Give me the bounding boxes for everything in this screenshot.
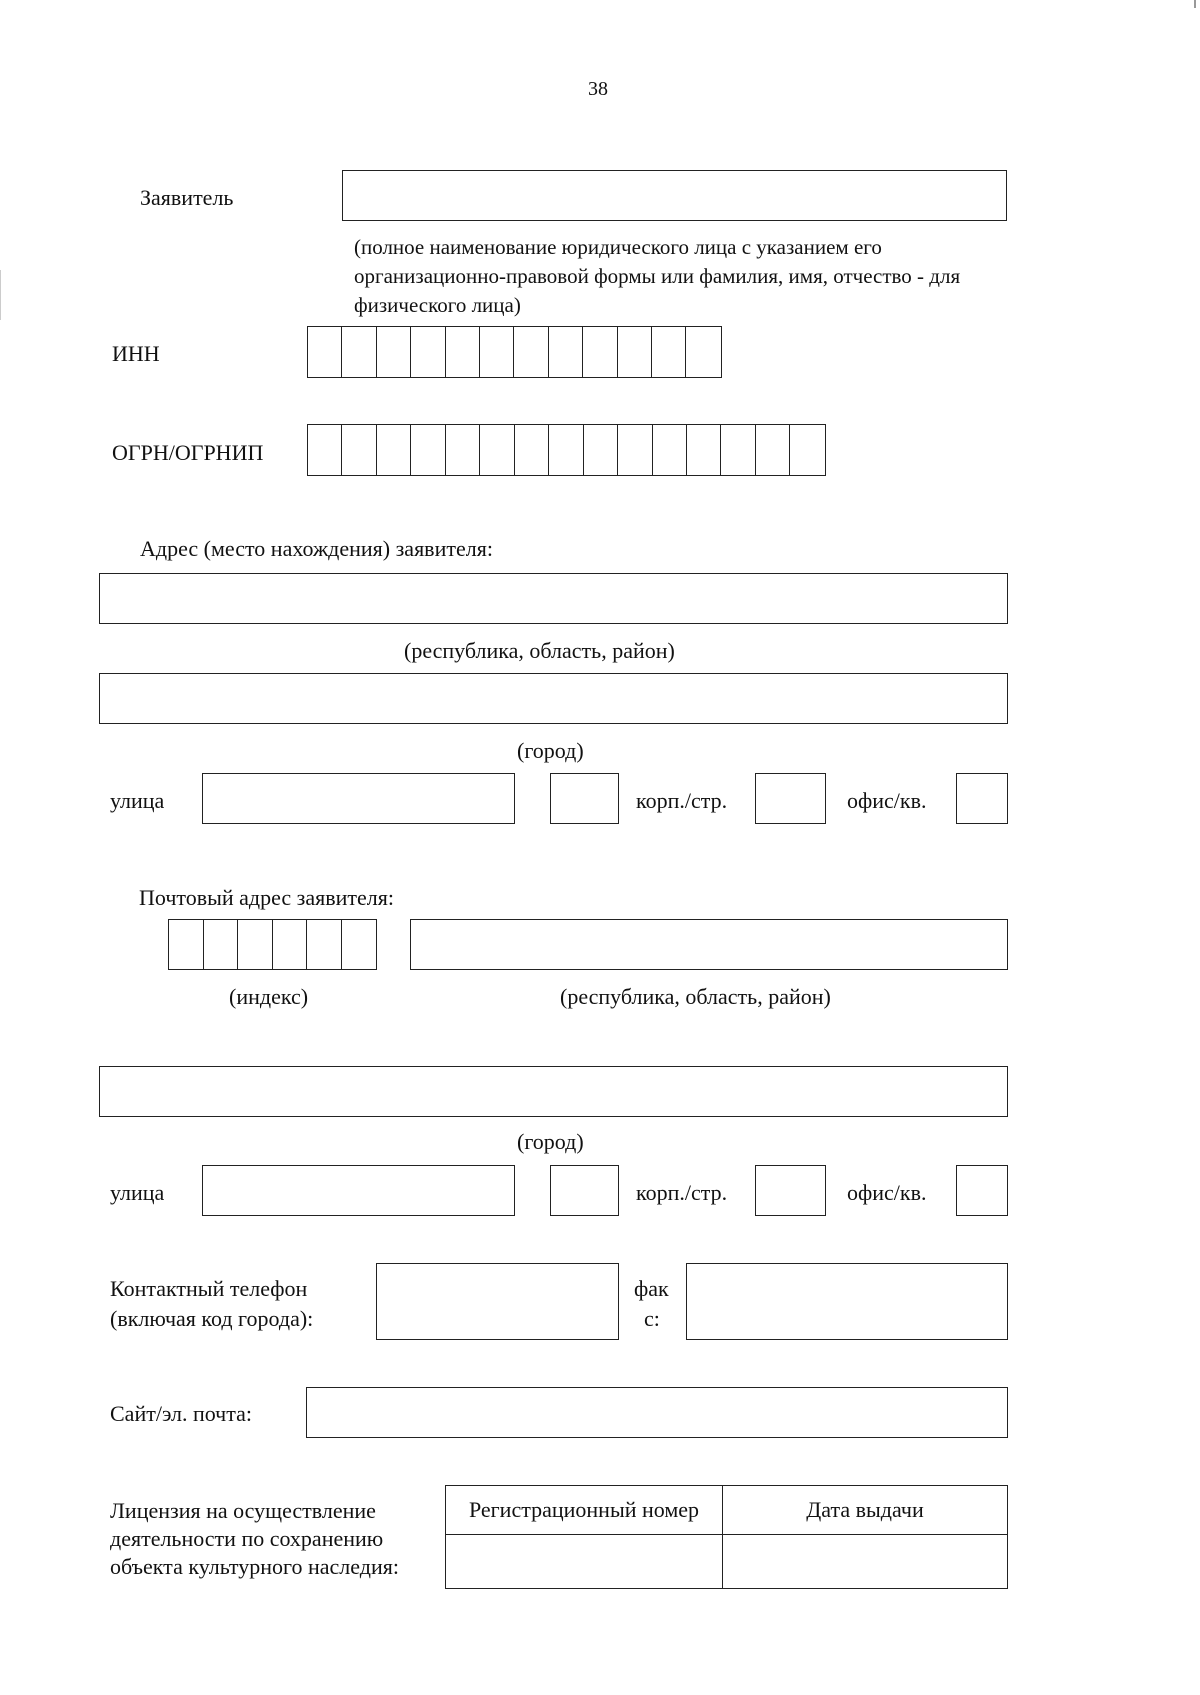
address-title: Адрес (место нахождения) заявителя: <box>140 536 493 561</box>
address-street-label: улица <box>110 788 165 813</box>
license-reg-number-field[interactable] <box>446 1535 723 1589</box>
postal-index-field[interactable] <box>168 919 377 970</box>
scan-edge-mark-top <box>1194 0 1196 8</box>
inn-cell[interactable] <box>618 327 652 377</box>
website-field[interactable] <box>306 1387 1008 1438</box>
postal-region-hint: (республика, область, район) <box>560 984 831 1009</box>
ogrn-cell[interactable] <box>687 425 721 475</box>
applicant-name-field[interactable] <box>342 170 1007 221</box>
ogrn-cell[interactable] <box>515 425 549 475</box>
address-region-field[interactable] <box>99 573 1008 624</box>
ogrn-cell[interactable] <box>411 425 445 475</box>
license-label-line1: Лицензия на осуществление <box>110 1498 376 1523</box>
license-label-line2: деятельности по сохранению <box>110 1526 384 1551</box>
postal-city-field[interactable] <box>99 1066 1008 1117</box>
address-street-field[interactable] <box>202 773 515 824</box>
phone-label-line2: (включая код города): <box>110 1306 314 1331</box>
address-city-hint: (город) <box>517 738 584 763</box>
address-house-field[interactable] <box>550 773 619 824</box>
postal-index-cell[interactable] <box>169 920 204 969</box>
license-issue-date-field[interactable] <box>723 1535 1008 1589</box>
inn-cell[interactable] <box>652 327 686 377</box>
fax-field[interactable] <box>686 1263 1008 1340</box>
fax-label-line1: фак <box>634 1276 669 1301</box>
inn-cell[interactable] <box>480 327 514 377</box>
postal-index-cell[interactable] <box>273 920 308 969</box>
inn-cell[interactable] <box>514 327 548 377</box>
postal-index-cell[interactable] <box>238 920 273 969</box>
ogrn-cell[interactable] <box>342 425 376 475</box>
license-issue-date-header: Дата выдачи <box>723 1486 1008 1535</box>
inn-cell[interactable] <box>446 327 480 377</box>
ogrn-cell[interactable] <box>549 425 583 475</box>
inn-cell[interactable] <box>342 327 376 377</box>
ogrn-cell[interactable] <box>584 425 618 475</box>
postal-index-cell[interactable] <box>307 920 342 969</box>
inn-cell[interactable] <box>411 327 445 377</box>
postal-region-field[interactable] <box>410 919 1008 970</box>
license-reg-number-header: Регистрационный номер <box>446 1486 723 1535</box>
postal-index-cell[interactable] <box>342 920 377 969</box>
inn-label: ИНН <box>112 341 160 366</box>
license-table <box>445 1485 1008 1589</box>
postal-office-label: офис/кв. <box>847 1180 927 1205</box>
postal-building-label: корп./стр. <box>636 1180 728 1205</box>
ogrn-cell[interactable] <box>446 425 480 475</box>
ogrn-cell[interactable] <box>790 425 824 475</box>
inn-cell[interactable] <box>583 327 617 377</box>
ogrn-label: ОГРН/ОГРНИП <box>112 440 264 465</box>
address-region-hint: (республика, область, район) <box>404 638 675 663</box>
postal-street-label: улица <box>110 1180 165 1205</box>
page-number: 38 <box>588 78 608 100</box>
ogrn-cell[interactable] <box>721 425 755 475</box>
license-label-line3: объекта культурного наследия: <box>110 1554 399 1579</box>
postal-city-hint: (город) <box>517 1129 584 1154</box>
website-label: Сайт/эл. почта: <box>110 1401 252 1426</box>
postal-index-hint: (индекс) <box>229 984 309 1009</box>
address-building-field[interactable] <box>755 773 826 824</box>
inn-cell[interactable] <box>308 327 342 377</box>
address-office-label: офис/кв. <box>847 788 927 813</box>
ogrn-cell[interactable] <box>756 425 790 475</box>
postal-house-field[interactable] <box>550 1165 619 1216</box>
inn-cell[interactable] <box>549 327 583 377</box>
ogrn-cell[interactable] <box>618 425 652 475</box>
postal-index-cell[interactable] <box>204 920 239 969</box>
ogrn-cell[interactable] <box>653 425 687 475</box>
inn-cell[interactable] <box>686 327 720 377</box>
ogrn-field[interactable] <box>307 424 826 476</box>
postal-title: Почтовый адрес заявителя: <box>139 885 395 910</box>
inn-cell[interactable] <box>377 327 411 377</box>
phone-label-line1: Контактный телефон <box>110 1276 308 1301</box>
ogrn-cell[interactable] <box>377 425 411 475</box>
scan-edge-mark-left <box>0 270 1 320</box>
address-office-field[interactable] <box>956 773 1008 824</box>
applicant-label: Заявитель <box>140 185 234 210</box>
inn-field[interactable] <box>307 326 722 378</box>
address-building-label: корп./стр. <box>636 788 728 813</box>
postal-building-field[interactable] <box>755 1165 826 1216</box>
ogrn-cell[interactable] <box>308 425 342 475</box>
postal-street-field[interactable] <box>202 1165 515 1216</box>
fax-label-line2: с: <box>644 1306 660 1331</box>
postal-office-field[interactable] <box>956 1165 1008 1216</box>
address-city-field[interactable] <box>99 673 1008 724</box>
phone-field[interactable] <box>376 1263 619 1340</box>
ogrn-cell[interactable] <box>480 425 514 475</box>
applicant-hint: (полное наименование юридического лица с указанием его организационно-правовой формы или фамилия, имя, отчество - для физического лица) <box>354 235 961 317</box>
